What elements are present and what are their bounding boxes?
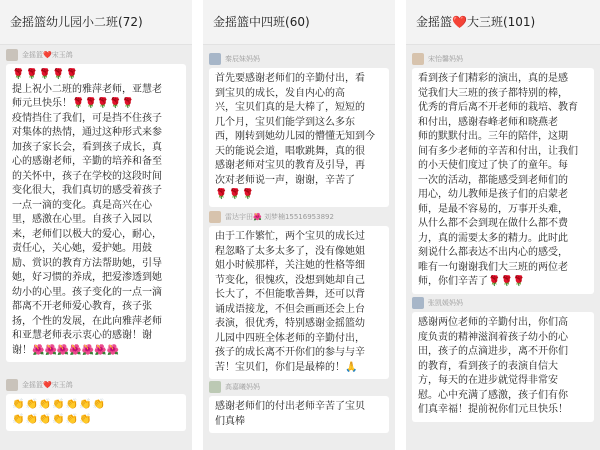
avatar[interactable]	[209, 53, 221, 65]
message-line: 用心，幼儿教师是孩子们的启蒙老	[418, 189, 568, 200]
chat-title: 金摇篮中四班	[213, 15, 286, 29]
message-bubble[interactable]	[209, 68, 389, 207]
message-line: 唯有一句谢谢我们大三班的两位老	[418, 261, 568, 273]
message-line: 田，孩子的点滴进步，离不开你们	[418, 346, 568, 357]
rose-emoji-row: 🌹🌹🌹🌹🌹	[12, 69, 80, 80]
member-count: (101)	[502, 15, 536, 29]
message-bubble[interactable]	[209, 226, 389, 379]
member-count: (60)	[285, 15, 310, 29]
message-line: 儿园中四班全体老师的辛勤付出，	[215, 332, 365, 344]
member-count: (72)	[118, 15, 143, 29]
message-line: 师的默默付出。三年的陪伴，这期	[418, 131, 568, 142]
message-line: 和付出，感谢春峰老师和晓燕老	[418, 116, 558, 128]
message-line: 苦！宝贝们，你们是最棒的！🙏	[215, 361, 358, 373]
message-line: 疫情挡住了我们，可是挡不住孩子	[12, 112, 162, 124]
message-line: 和亚慧老师表示衷心的感谢！谢	[12, 330, 152, 341]
message-line: 力，真的需要太多的精力。此时此	[418, 232, 568, 244]
message-line: 西，刚转到她幼儿园的懵懂无知到今	[215, 131, 375, 142]
message	[6, 48, 186, 362]
message-bubble[interactable]	[412, 68, 594, 294]
message	[6, 378, 186, 431]
message-line: 间有多少老师的辛苦和付出，让我们	[418, 145, 578, 157]
message-line: 👏👏👏👏👏👏👏	[12, 399, 107, 410]
avatar[interactable]	[209, 211, 221, 223]
message-line: 程忽略了太多太多了，没有像她姐	[215, 245, 365, 257]
message-line: 她，好习惯的养成，把爱渗透到她	[12, 272, 162, 283]
sender-name: 张凯媛妈妈	[428, 299, 463, 307]
message-line: 的教育，看到孩子的表演自信大	[418, 360, 558, 372]
sender-name: 高嘉曦妈妈	[225, 383, 260, 391]
message-line: 感谢两位老师的辛勤付出，你们高	[418, 317, 568, 328]
message-line: 提上祝小二班的雅萍老师，亚慧老	[12, 83, 162, 95]
chat-panel-class-2	[0, 0, 192, 450]
message-line: 到宝贝的成长，发自内心的高	[215, 87, 345, 99]
message-line: 一点一滴的变化。真是高兴在心	[12, 199, 152, 211]
message-line: 师，是最不容易的，万事开头难，	[418, 203, 568, 215]
message-bubble[interactable]	[412, 312, 594, 422]
message-line: 刻说什么都表达不出内心的感受，	[418, 247, 568, 258]
message	[412, 296, 594, 422]
message-line: 心的感谢老师，辛勤的培养和备至	[12, 156, 162, 167]
chat-title-bar[interactable]	[406, 0, 600, 45]
message-line: 来，老师们以极大的爱心，耐心，	[12, 228, 162, 240]
message-line: 都离不开老师爱心教育，孩子张	[12, 301, 152, 312]
message-line: 们真幸福！提前祝你们元旦快乐！	[418, 404, 568, 415]
message-line: 责任心，关心她，爱护她。用鼓	[12, 243, 152, 254]
message-line: 里，感激在心里。自孩子入园以	[12, 214, 152, 225]
avatar[interactable]	[412, 53, 424, 65]
message-line: 加孩子家长会，看到孩子成长，真	[12, 141, 162, 153]
sender-name: 金摇篮❤️宋玉鸽	[22, 51, 73, 59]
message-line: 次对老师说一声，谢谢，辛苦了	[215, 174, 355, 186]
chat-panel-big-3	[406, 0, 600, 450]
message-bubble[interactable]	[6, 394, 186, 431]
message-line: 谢！🌺🌺🌺🌺🌺🌺🌺	[12, 344, 120, 356]
message-line: 孩子的成长离不开你们的参与与辛	[215, 347, 365, 358]
message-line: 表演，很优秀，特别感谢金摇篮幼	[215, 318, 365, 329]
avatar[interactable]	[412, 297, 424, 309]
message-line: 方，每天的在进步就觉得非常安	[418, 375, 558, 386]
message-line: 变化很大，我们真切的感受着孩子	[12, 185, 162, 196]
message-line: 首先要感谢老师们的辛勤付出，看	[215, 73, 365, 84]
avatar[interactable]	[6, 379, 18, 391]
message-line: 师元旦快乐！🌹🌹🌹🌹🌹	[12, 98, 135, 109]
chat-title-bar[interactable]	[203, 0, 395, 45]
message-line: 的关怀中，孩子在学校的这段时间	[12, 170, 162, 182]
sender-name: 宋怡馨妈妈	[428, 55, 463, 63]
message-line: 励、赏识的教育方法帮助她，引导	[12, 257, 162, 269]
message-line: 感谢老师们的付出老师辛苦了宝贝	[215, 401, 365, 412]
message-line: 从什么都不会到现在做什么都不费	[418, 218, 568, 229]
avatar[interactable]	[209, 381, 221, 393]
message-line: 👏👏👏👏👏👏	[12, 413, 93, 425]
message-line: 一次的活动，都能感受到老师们的	[418, 174, 568, 186]
sender-name: 金摇篮❤️宋玉鸽	[22, 381, 73, 389]
sender-name: 秦辰妹妈妈	[225, 55, 260, 63]
message-line: 师，你们辛苦了🌹🌹🌹	[418, 276, 526, 287]
message-line: 幼小的心里。孩子变化的一点一滴	[12, 286, 162, 298]
message-line: 诵成语接龙，不但会画画还会上台	[215, 303, 365, 315]
message-line: 的小天使们度过了快了的童年。每	[418, 160, 568, 171]
message-line: 对集体的热情，通过这种形式来参	[12, 127, 162, 138]
message-line: 觉我们大三班的孩子都特别的棒，	[418, 87, 568, 99]
message-line: 几个月，宝贝们能学到这么多东	[215, 116, 355, 128]
message-line: 们真棒	[215, 415, 245, 427]
message-line: 感谢老师对宝贝的教育及引导，再	[215, 160, 365, 171]
sender-name: 雷达宇田🌺 刘梦楠15516953892	[225, 213, 334, 221]
message-line: 长大了，不但能歌善舞，还可以背	[215, 289, 365, 300]
message-line: 由于工作繁忙，两个宝贝的成长过	[215, 231, 365, 242]
message-bubble[interactable]	[6, 64, 186, 362]
message-line: 天的能说会道，唱歌跳舞，真的很	[215, 145, 365, 157]
message	[209, 52, 389, 207]
message-line: 度负责的精神滋润着孩子幼小的心	[418, 331, 568, 343]
message-line: 节变化，很愧疚，没想到她却自己	[215, 274, 365, 286]
chat-title: 金摇篮❤️大三班	[416, 15, 503, 29]
chat-title: 金摇篮幼儿园小二班	[10, 15, 119, 29]
message	[412, 52, 594, 294]
message-line: 扬，个性的发展，在此向雅萍老师	[12, 315, 162, 327]
avatar[interactable]	[6, 49, 18, 61]
message-bubble[interactable]	[209, 396, 389, 433]
message-line: 看到孩子们精彩的演出，真的是感	[418, 73, 568, 84]
chat-panel-middle-4	[203, 0, 395, 450]
message-line: 慰。心中充满了感激，孩子们有你	[418, 389, 568, 401]
message-line: 优秀的背后离不开老师的栽培、教育	[418, 102, 578, 113]
message-line: 兴，宝贝们真的是大棒了，短短的	[215, 102, 365, 113]
message-line: 姐小时候那样，关注她的性格等细	[215, 260, 365, 271]
chat-title-bar[interactable]	[0, 0, 192, 45]
message-line: 🌹🌹🌹	[215, 189, 256, 200]
message	[209, 210, 389, 379]
message	[209, 380, 389, 433]
